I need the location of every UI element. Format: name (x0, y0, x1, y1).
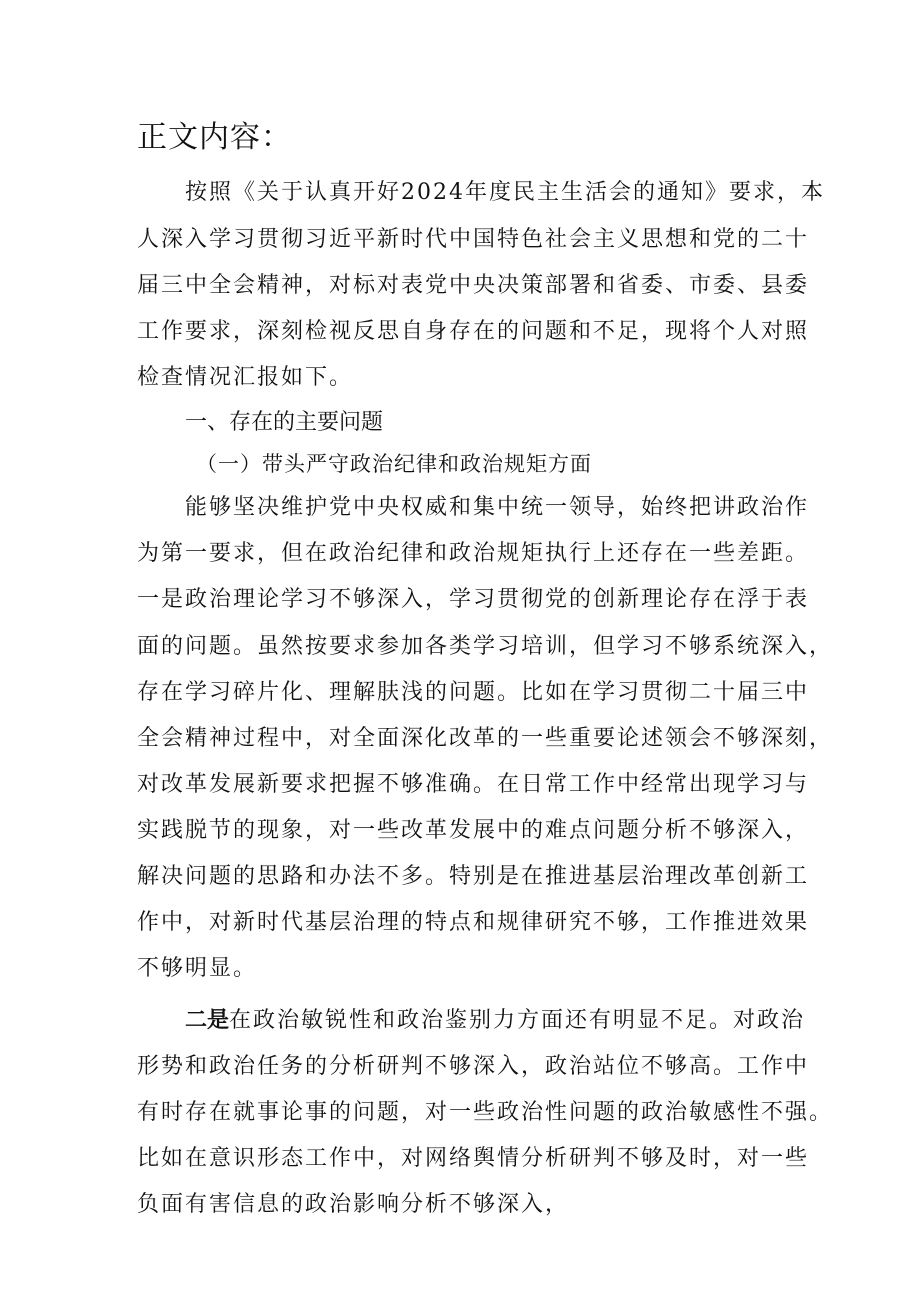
para2-line-4: 比如在意识形态工作中，对网络舆情分析研判不够及时，对一些 (137, 1146, 810, 1171)
intro-line-4: 工作要求，深刻检视反思自身存在的问题和不足，现将个人对照 (137, 319, 810, 344)
para1-line-8: 实践脱节的现象，对一些改革发展中的难点问题分析不够深入， (137, 818, 810, 843)
subsection-heading: （一）带头严守政治纪律和政治规矩方面 (196, 452, 592, 476)
para1-line-6: 全会精神过程中，对全面深化改革的一些重要论述领会不够深刻， (137, 726, 834, 751)
para1-line-10: 作中，对新时代基层治理的特点和规律研究不够，工作推进效果 (137, 910, 810, 935)
para1-line-7: 对改革发展新要求把握不够准确。在日常工作中经常出现学习与 (137, 772, 810, 797)
intro-line-3: 届三中全会精神，对标对表党中央决策部署和省委、市委、县委 (137, 273, 810, 298)
para2-line-1 (137, 1006, 805, 1036)
para2-line-1-text: 在政治敏锐性和政治鉴别力方面还有明显不足。对政治 (229, 1008, 806, 1033)
para1-line-9: 解决问题的思路和办法不多。特别是在推进基层治理改革创新工 (137, 864, 810, 889)
para1-line-1: 能够坚决维护党中央权威和集中统一领导，始终把讲政治作 (137, 495, 810, 520)
intro-line-2: 人深入学习贯彻习近平新时代中国特色社会主义思想和党的二十 (137, 227, 810, 252)
para2-line-3: 有时存在就事论事的问题，对一些政治性问题的政治敏感性不强。 (137, 1100, 834, 1125)
section-heading: 一、存在的主要问题 (185, 410, 384, 435)
para1-line-3: 一是政治理论学习不够深入，学习贯彻党的创新理论存在浮于表 (137, 587, 810, 612)
para1-line-2: 为第一要求，但在政治纪律和政治规矩执行上还存在一些差距。 (137, 541, 810, 566)
para2-line-2: 形势和政治任务的分析研判不够深入，政治站位不够高。工作中 (137, 1054, 810, 1079)
para2-bold-lead: 二是 (185, 1008, 230, 1033)
intro-line-5: 检查情况汇报如下。 (137, 365, 354, 390)
para2-line-5: 负面有害信息的政治影响分析不够深入， (137, 1192, 570, 1217)
para1-line-11: 不够明显。 (137, 956, 258, 981)
intro-line-1: 按照《关于认真开好2024年度民主生活会的通知》要求，本 (137, 180, 825, 205)
page-title: 正文内容： (137, 120, 292, 155)
para1-line-4: 面的问题。虽然按要求参加各类学习培训，但学习不够系统深入， (137, 634, 834, 659)
para1-line-5: 存在学习碎片化、理解肤浅的问题。比如在学习贯彻二十届三中 (137, 680, 810, 705)
